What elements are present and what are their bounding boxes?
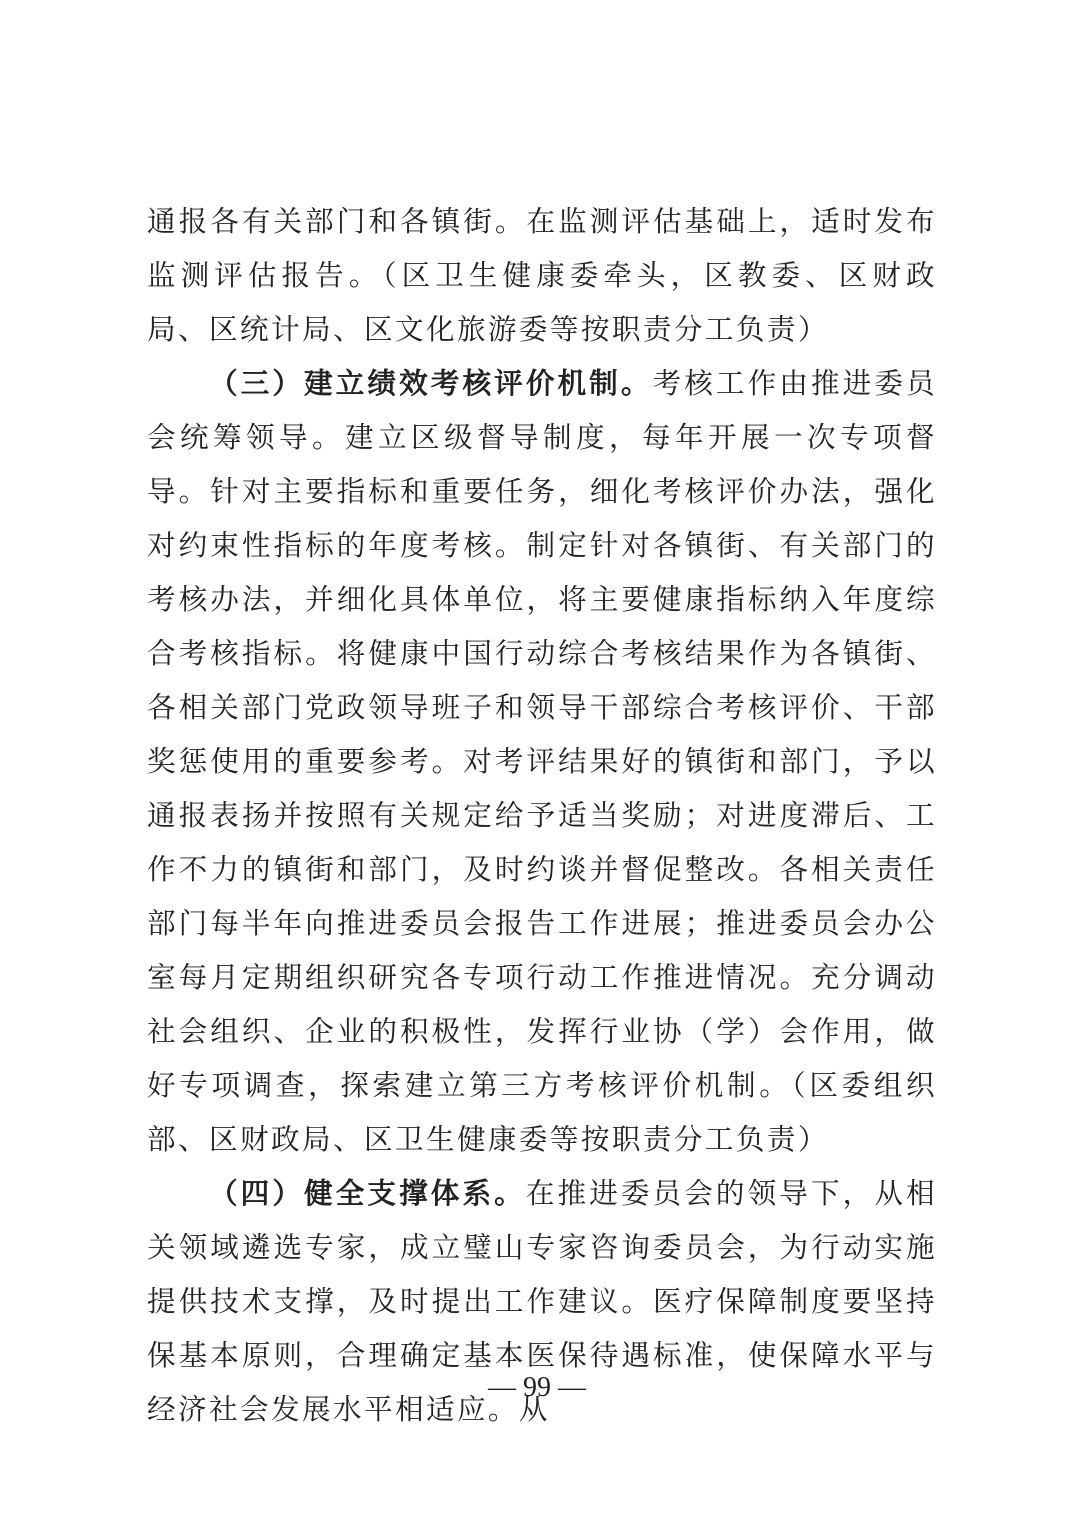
- section-heading-3: （三）建立绩效考核评价机制。: [209, 366, 653, 400]
- page-number: — 99 —: [488, 1372, 586, 1403]
- paragraph-text: 在推进委员会的领导下，从相关领域遴选专家，成立璧山专家咨询委员会，为行动实施提供技术支撑，及时提出工作建议。医疗保障制度要坚持保基本原则，合理确定基本医保待遇标准，使保障水平与经济社会发展水平相适应。从: [147, 1176, 937, 1426]
- document-body: [147, 194, 937, 1436]
- paragraph-continuation: [147, 194, 937, 356]
- paragraph-text: 考核工作由推进委员会统筹领导。建立区级督导制度，每年开展一次专项督导。针对主要指标和重要任务，细化考核评价办法，强化对约束性指标的年度考核。制定针对各镇街、有关部门的考核办法，并细化具体单位，将主要健康指标纳入年度综合考核指标。将健康中国行动综合考核结果作为各镇街、各相关部门党政领导班子和领导干部综合考核评价、干部奖惩使用的重要参考。对考评结果好的镇街和部门，予以通报表扬并按照有关规定给予适当奖励；对进度滞后、工作不力的镇街和部门，及时约谈并督促整改。各相关责任部门每半年向推进委员会报告工作进展；推进委员会办公室每月定期组织研究各专项行动工作推进情况。充分调动社会组织、企业的积极性，发挥行业协（学）会作用，做好专项调查，探索建立第三方考核评价机制。（区委组织部、区财政局、区卫生健康委等按职责分工负责）: [147, 366, 937, 1156]
- paragraph-text: 通报各有关部门和各镇街。在监测评估基础上，适时发布监测评估报告。（区卫生健康委牵头，区教委、区财政局、区统计局、区文化旅游委等按职责分工负责）: [147, 204, 937, 346]
- section-heading-4: （四）健全支撑体系。: [209, 1176, 526, 1210]
- paragraph-section-3: [147, 356, 937, 1166]
